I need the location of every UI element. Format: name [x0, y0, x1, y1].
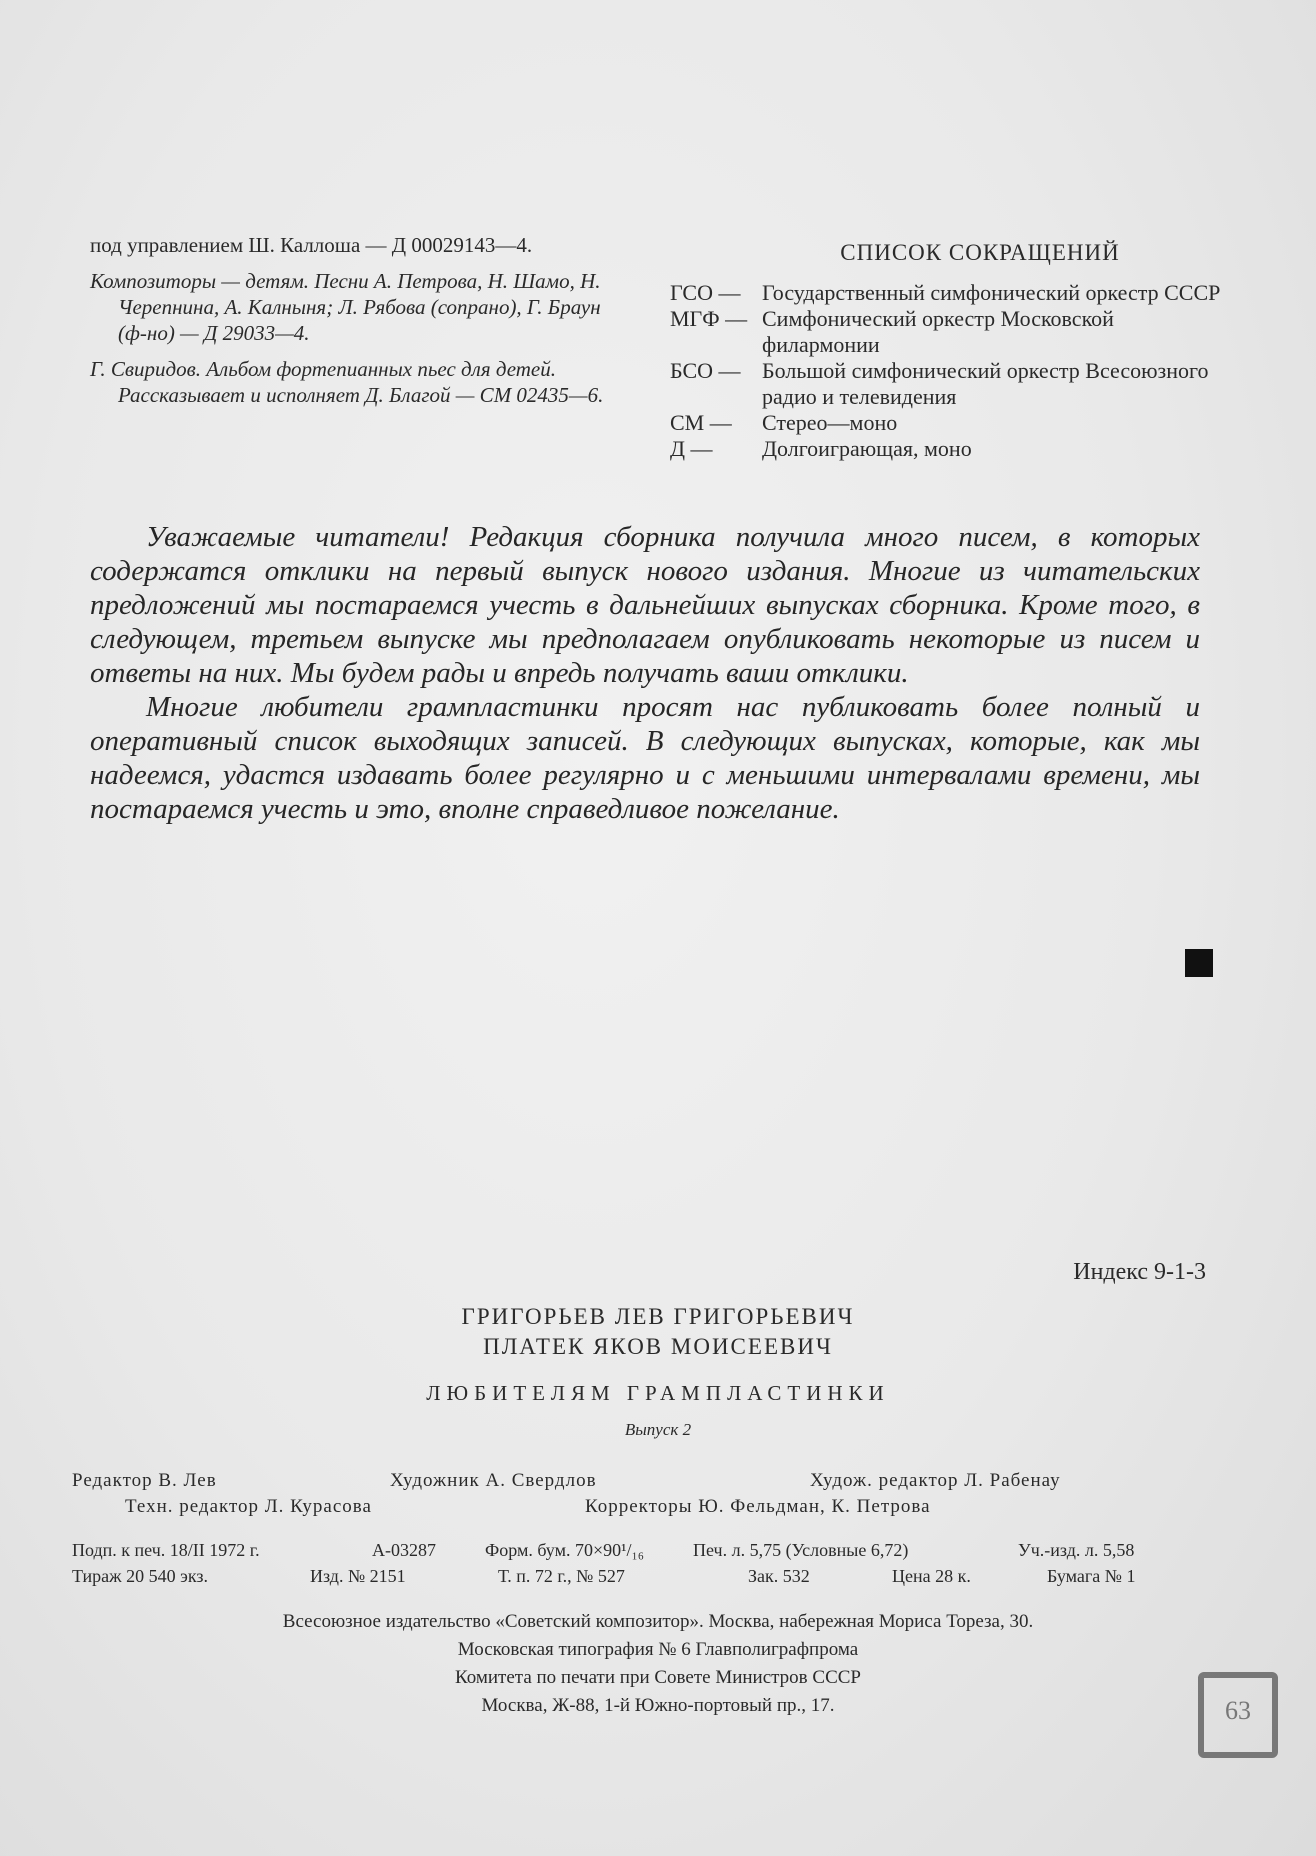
publisher-line: Всесоюзное издательство «Советский композитор». Москва, набережная Мориса Тореза, 30. [282, 1611, 1034, 1632]
catalog-entry: Композиторы — детям. Песни А. Петрова, Н. Шамо, Н. Черепнина, А. Калныня; Л. Рябова (сопрано), Г. Браун (ф-но) — Д 29033—4. [90, 269, 601, 345]
credit-correctors: Корректоры Ю. Фельдман, К. Петрова [585, 1496, 931, 1517]
stamp-text: 63 [1225, 1696, 1251, 1725]
issue-number: Выпуск 2 [624, 1420, 692, 1439]
catalog-entry: под управлением Ш. Каллоша — Д 00029143—4. [90, 233, 533, 257]
catalog-entry: Г. Свиридов. Альбом фортепианных пьес для детей. Рассказывает и исполняет Д. Благой — СМ 02435—6. [90, 357, 604, 407]
imprint-price: Цена 28 к. [892, 1566, 971, 1586]
publisher-line: Москва, Ж-88, 1-й Южно-портовый пр., 17. [481, 1695, 835, 1716]
letter-paragraph: Многие любители грампластинки просят нас публиковать более полный и оперативный список выходящих записей. В следующих выпусках, которые, как мы надеемся, удастся издавать более регулярно и с меньшими интервалами времени, мы постараемся учесть и это, вполне справедливое пожелание. [90, 691, 1200, 825]
book-title: ЛЮБИТЕЛЯМ ГРАМПЛАСТИНКИ [426, 1381, 890, 1405]
imprint-order: Зак. 532 [748, 1566, 810, 1586]
abbreviation-item [670, 306, 1230, 358]
credit-artist: Художник А. Свердлов [390, 1470, 597, 1491]
letter-paragraph: Уважаемые читатели! Редакция сборника получила много писем, в которых содержатся отклики на первый выпуск нового издания. Многие из читательских предложений мы постараемся учесть в дальнейших выпусках сборника. Кроме того, в следующем, третьем выпуске мы предполагаем опубликовать некоторые из писем и ответы на них. Мы будем рады и впредь получать ваши отклики. [90, 521, 1200, 689]
imprint-print-run: Тираж 20 540 экз. [72, 1566, 208, 1586]
abbreviation-key: ГСО — [670, 280, 741, 305]
editorial-letter [90, 520, 1200, 826]
abbreviation-text: Стерео—моно [762, 410, 898, 435]
abbreviation-key: БСО — [670, 358, 741, 383]
imprint-signed: Подп. к печ. 18/II 1972 г. [72, 1540, 260, 1560]
library-stamp [1198, 1672, 1278, 1758]
imprint-izd: Изд. № 2151 [310, 1566, 406, 1586]
publisher-line: Московская типография № 6 Главполиграфпрома [457, 1639, 859, 1660]
abbreviation-key: СМ — [670, 410, 732, 435]
imprint-pub-sheets: Уч.-изд. л. 5,58 [1018, 1540, 1135, 1560]
abbreviation-item [670, 358, 1230, 410]
authors [0, 1302, 1316, 1362]
imprint-tp: Т. п. 72 г., № 527 [498, 1566, 625, 1586]
credit-editor: Редактор В. Лев [72, 1470, 217, 1491]
catalog-entries [90, 232, 630, 408]
imprint-sheets: Печ. л. 5,75 (Условные 6,72) [693, 1540, 909, 1560]
abbreviation-text: Государственный симфонический оркестр СССР [762, 280, 1221, 305]
abbreviation-item [670, 280, 1230, 306]
abbreviation-text: Долгоиграющая, моно [762, 436, 972, 461]
author-name: ГРИГОРЬЕВ ЛЕВ ГРИГОРЬЕВИЧ [461, 1304, 855, 1329]
imprint-paper: Бумага № 1 [1047, 1566, 1136, 1586]
abbreviation-item [670, 436, 1230, 462]
index-code: Индекс 9-1-3 [1073, 1259, 1206, 1285]
author-name: ПЛАТЕК ЯКОВ МОИСЕЕВИЧ [483, 1334, 833, 1359]
publisher-info [0, 1608, 1316, 1720]
imprint-format: Форм. бум. 70×90¹/₁₆ [485, 1540, 645, 1560]
publisher-line: Комитета по печати при Совете Министров СССР [455, 1667, 861, 1688]
credit-tech-editor: Техн. редактор Л. Курасова [125, 1496, 372, 1517]
abbreviations-heading: СПИСОК СОКРАЩЕНИЙ [840, 240, 1120, 265]
imprint-code: А-03287 [372, 1540, 436, 1560]
abbreviation-key: Д — [670, 436, 713, 461]
abbreviation-text: Большой симфонический оркестр Всесоюзного радио и телевидения [762, 358, 1209, 409]
abbreviation-key: МГФ — [670, 306, 748, 331]
end-mark [1185, 949, 1213, 977]
abbreviation-text: Симфонический оркестр Московской филармонии [762, 306, 1114, 357]
abbreviation-item [670, 410, 1230, 436]
abbreviations-list [670, 240, 1230, 462]
credit-art-editor: Худож. редактор Л. Рабенау [810, 1470, 1061, 1491]
